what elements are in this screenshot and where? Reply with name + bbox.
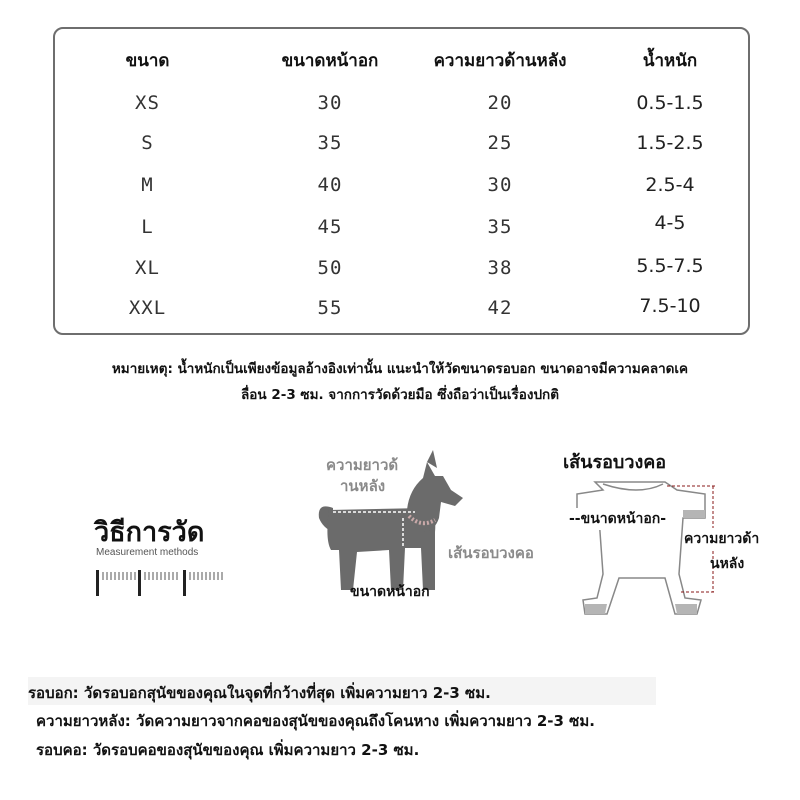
instruction-back-length: ความยาวหลัง: วัดความยาวจากคอของสุนัขของคุณถึงโคนหาง เพิ่มความยาว 2-3 ซม. [36,712,595,730]
header-size: ขนาด [125,51,170,71]
instruction-neck: รอบคอ: วัดรอบคอของสุนัขของคุณ เพิ่มความยาว 2-3 ซม. [36,741,420,759]
cell-weight: 2.5-4 [645,174,695,196]
cell-back-length: 38 [487,257,513,279]
cell-back-length: 25 [487,132,513,154]
cell-chest: 55 [317,297,343,319]
cell-weight: 4-5 [654,212,686,234]
shirt-back-length-label-1: ความยาวด้า [684,528,759,550]
cell-weight: 0.5-1.5 [636,92,704,114]
dog-chest-label: ขนาดหน้าอก [350,584,430,600]
cell-size: L [141,216,154,238]
measure-subtitle: Measurement methods [96,547,199,558]
cell-back-length: 20 [487,92,513,114]
cell-size: M [141,174,154,196]
cell-back-length: 42 [487,297,513,319]
cell-chest: 50 [317,257,343,279]
cell-size: XXL [128,297,167,319]
shirt-chest-label: --ขนาดหน้าอก- [569,508,666,530]
cell-weight: 7.5-10 [639,295,701,317]
instruction-chest: รอบอก: วัดรอบอกสุนัขของคุณในจุดที่กว้างที่สุด เพิ่มความยาว 2-3 ซม. [28,684,491,702]
measure-title: วิธีการวัด [94,517,205,548]
cell-back-length: 35 [487,216,513,238]
dog-neck-label: เส้นรอบวงคอ [448,544,534,562]
dog-back-length-label-1: ความยาวด้ [326,456,399,474]
ruler-icon [94,570,229,596]
shirt-neck-label: เส้นรอบวงคอ [563,452,667,473]
note-line-1: หมายเหตุ: น้ำหนักเป็นเพียงข้อมูลอ้างอิงเท่านั้น แนะนำให้วัดขนาดรอบอก ขนาดอาจมีความคลาดเค [111,361,689,377]
dog-back-length-label-2: านหลัง [340,477,386,495]
size-chart-table [53,27,750,335]
cell-weight: 1.5-2.5 [636,132,704,154]
header-chest: ขนาดหน้าอก [281,51,379,71]
header-back-length: ความยาวด้านหลัง [433,51,567,71]
header-weight: น้ำหนัก [642,51,698,71]
note-line-2: ลื่อน 2-3 ซม. จากการวัดด้วยมือ ซึ่งถือว่าเป็นเรื่องปกติ [241,387,559,403]
cell-chest: 40 [317,174,343,196]
cell-size: S [141,132,154,154]
cell-back-length: 30 [487,174,513,196]
cell-weight: 5.5-7.5 [636,255,704,277]
cell-chest: 30 [317,92,343,114]
cell-size: XS [135,92,160,114]
cell-chest: 35 [317,132,343,154]
cell-size: XL [135,257,160,279]
cell-chest: 45 [317,216,343,238]
shirt-back-length-label-2: นหลัง [710,556,745,572]
